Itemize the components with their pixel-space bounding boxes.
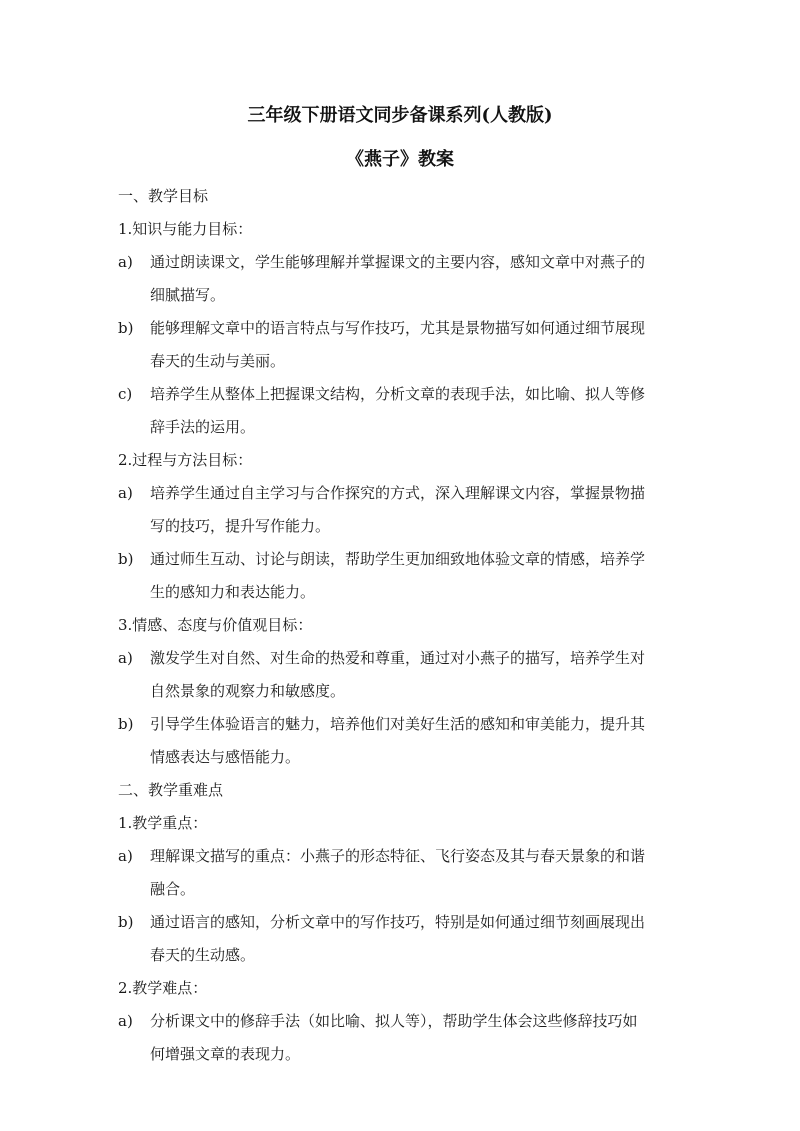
list-item-line: 通过师生互动、讨论与朗读，帮助学生更加细致地体验文章的情感，培养学: [150, 550, 646, 568]
list-item-line: 细腻描写。: [150, 286, 226, 304]
list-item-line: 培养学生通过自主学习与合作探究的方式，深入理解课文内容，掌握景物描: [150, 484, 646, 502]
list-item: [118, 912, 698, 965]
list-item: [118, 384, 698, 437]
list-item-line: 培养学生从整体上把握课文结构，分析文章的表现手法，如比喻、拟人等修: [150, 385, 646, 403]
subsection-heading-difficulty: 2.教学难点：: [118, 979, 208, 997]
list-item: [118, 648, 698, 701]
list-item-line: 春天的生动与美丽。: [150, 352, 286, 370]
subsection-heading-knowledge: 1.知识与能力目标：: [118, 220, 253, 238]
list-item: [118, 483, 698, 536]
list-item: [118, 252, 698, 305]
list-item: [118, 846, 698, 899]
subsection-heading-emotion: 3.情感、态度与价值观目标：: [118, 616, 313, 634]
list-item-line: 生的感知力和表达能力。: [150, 583, 316, 601]
list-marker: c): [118, 385, 133, 403]
list-item-line: 写的技巧，提升写作能力。: [150, 517, 331, 535]
list-marker: a): [118, 649, 133, 667]
list-marker: a): [118, 847, 133, 865]
list-item: [118, 714, 698, 767]
list-item: [118, 549, 698, 602]
subsection-heading-process: 2.过程与方法目标：: [118, 451, 253, 469]
document-title: 三年级下册语文同步备课系列(人教版): [247, 105, 553, 126]
list-marker: b): [118, 715, 134, 733]
list-item-line: 引导学生体验语言的魅力，培养他们对美好生活的感知和审美能力，提升其: [150, 715, 646, 733]
list-item: [118, 318, 698, 371]
list-item-line: 能够理解文章中的语言特点与写作技巧，尤其是景物描写如何通过细节展现: [150, 319, 646, 337]
list-item-line: 自然景象的观察力和敏感度。: [150, 682, 346, 700]
list-item-line: 何增强文章的表现力。: [150, 1045, 301, 1063]
list-marker: b): [118, 319, 134, 337]
list-marker: a): [118, 484, 133, 502]
list-marker: b): [118, 550, 134, 568]
list-item-line: 激发学生对自然、对生命的热爱和尊重，通过对小燕子的描写，培养学生对: [150, 649, 646, 667]
list-item-line: 理解课文描写的重点：小燕子的形态特征、飞行姿态及其与春天景象的和谐: [150, 847, 646, 865]
subsection-heading-focus: 1.教学重点：: [118, 814, 208, 832]
document-subtitle: 《燕子》教案: [346, 149, 454, 170]
list-item-line: 情感表达与感悟能力。: [150, 748, 301, 766]
document-body: [118, 186, 698, 1077]
list-item-line: 通过语言的感知，分析文章中的写作技巧，特别是如何通过细节刻画展现出: [150, 913, 646, 931]
list-item-line: 辞手法的运用。: [150, 418, 256, 436]
list-item-line: 春天的生动感。: [150, 946, 256, 964]
list-item: [118, 1011, 698, 1064]
list-marker: a): [118, 253, 133, 271]
list-item-line: 融合。: [150, 880, 196, 898]
list-item-line: 分析课文中的修辞手法（如比喻、拟人等），帮助学生体会这些修辞技巧如: [150, 1012, 638, 1030]
list-marker: a): [118, 1012, 133, 1030]
list-marker: b): [118, 913, 134, 931]
section-heading-key-points: 二、教学重难点: [118, 781, 224, 799]
section-heading-objectives: 一、教学目标: [118, 187, 209, 205]
list-item-line: 通过朗读课文，学生能够理解并掌握课文的主要内容，感知文章中对燕子的: [150, 253, 646, 271]
